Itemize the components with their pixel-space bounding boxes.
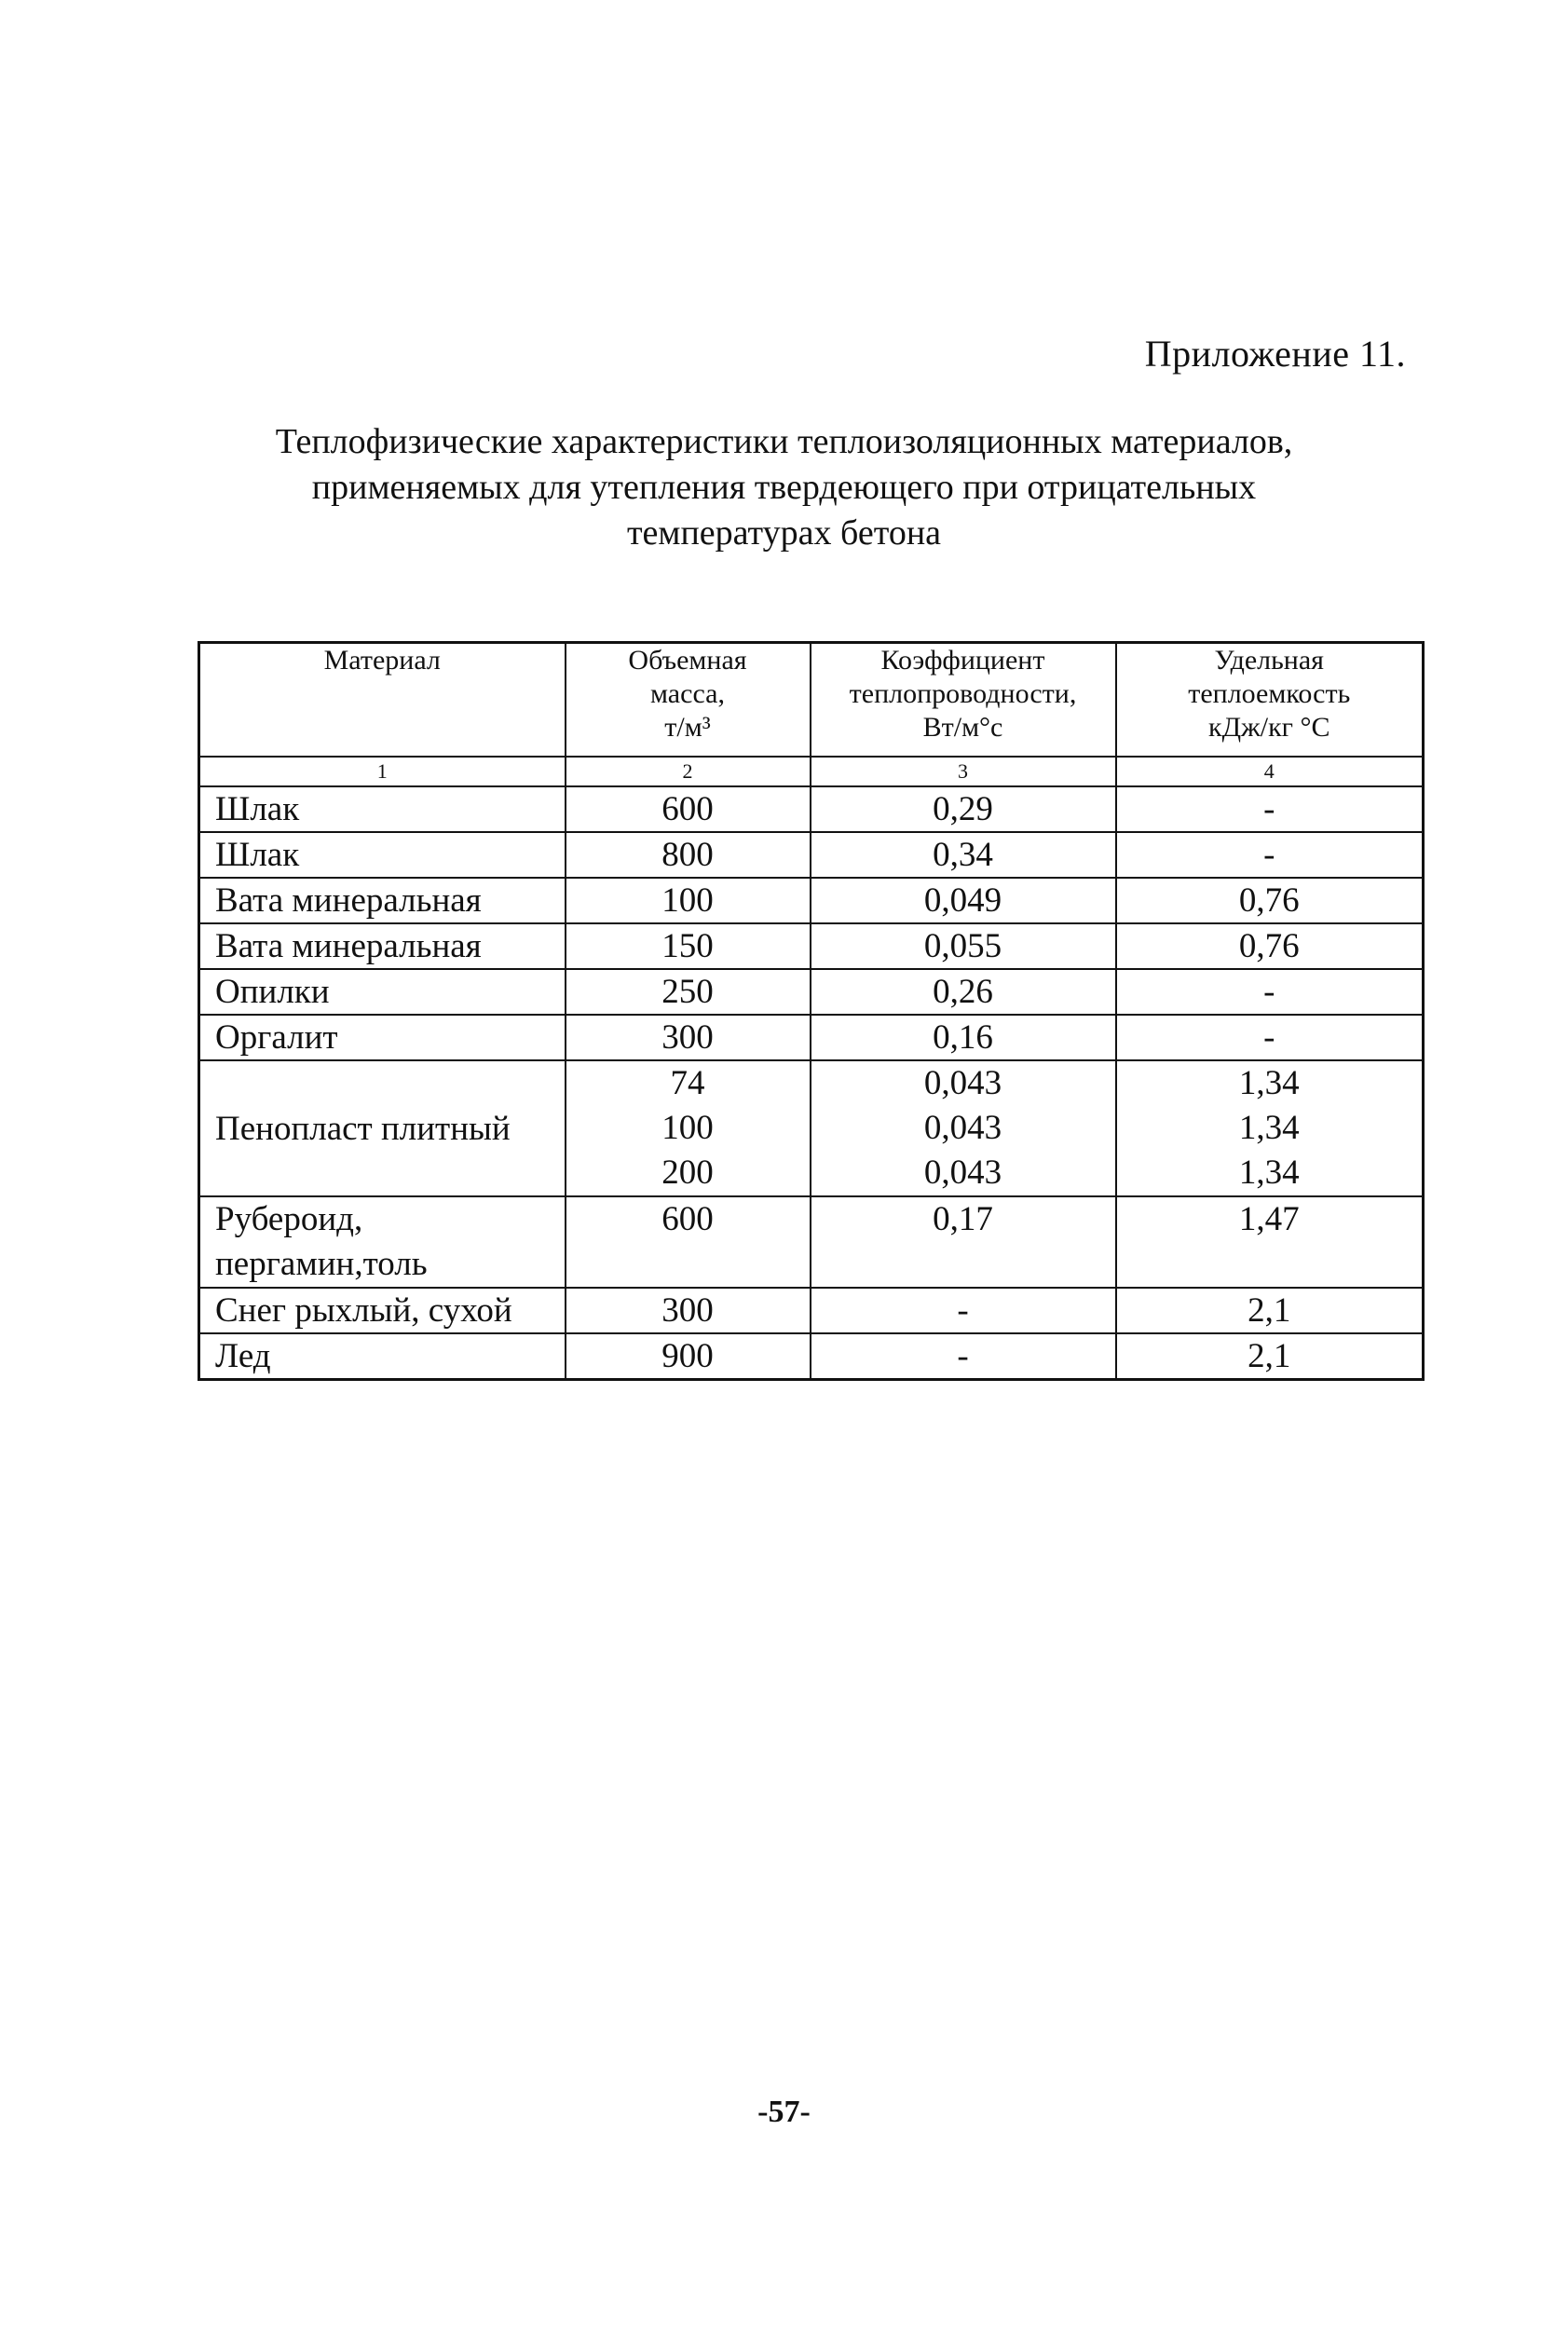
title-line: Теплофизические характеристики теплоизоляционных материалов,: [275, 422, 1293, 461]
cell-material: Лед: [199, 1333, 566, 1380]
title-line: температурах бетона: [626, 513, 942, 553]
table-row: [199, 1333, 1424, 1380]
header-density: Объемная масса, т/м³: [566, 643, 811, 758]
document-title: [0, 419, 1568, 556]
cell-conductivity: 0,043 0,043 0,043: [811, 1060, 1116, 1196]
column-number: 2: [566, 757, 811, 786]
cell-heat-capacity: -: [1116, 786, 1424, 832]
cell-material: Шлак: [199, 786, 566, 832]
cell-density: 600: [566, 1196, 811, 1288]
table-row: [199, 1196, 1424, 1288]
cell-conductivity: -: [811, 1288, 1116, 1333]
table-row: [199, 1060, 1424, 1196]
cell-conductivity: 0,17: [811, 1196, 1116, 1288]
table-row: [199, 878, 1424, 923]
cell-density: 600: [566, 786, 811, 832]
cell-density: 74 100 200: [566, 1060, 811, 1196]
table-row: [199, 832, 1424, 878]
cell-conductivity: 0,16: [811, 1015, 1116, 1060]
cell-material: Снег рыхлый, сухой: [199, 1288, 566, 1333]
cell-conductivity: 0,26: [811, 969, 1116, 1015]
header-heat-capacity: Удельная теплоемкость кДж/кг °С: [1116, 643, 1424, 758]
cell-heat-capacity: -: [1116, 1015, 1424, 1060]
cell-heat-capacity: 0,76: [1116, 923, 1424, 969]
table-row: [199, 1015, 1424, 1060]
cell-density: 900: [566, 1333, 811, 1380]
cell-density: 250: [566, 969, 811, 1015]
cell-conductivity: 0,049: [811, 878, 1116, 923]
cell-material: Рубероид, пергамин,толь: [199, 1196, 566, 1288]
cell-density: 800: [566, 832, 811, 878]
cell-heat-capacity: -: [1116, 832, 1424, 878]
cell-density: 300: [566, 1288, 811, 1333]
cell-heat-capacity: 1,47: [1116, 1196, 1424, 1288]
cell-conductivity: 0,055: [811, 923, 1116, 969]
table-row: [199, 1288, 1424, 1333]
cell-heat-capacity: 2,1: [1116, 1333, 1424, 1380]
title-line: применяемых для утепления твердеющего при отрицательных: [311, 468, 1257, 507]
cell-material: Шлак: [199, 832, 566, 878]
header-conductivity: Коэффициент теплопроводности, Вт/м°с: [811, 643, 1116, 758]
header-material: Материал: [199, 643, 566, 758]
appendix-label: Приложение 11.: [1144, 333, 1406, 375]
cell-material: Оргалит: [199, 1015, 566, 1060]
cell-conductivity: -: [811, 1333, 1116, 1380]
column-number: 4: [1116, 757, 1424, 786]
cell-material: Вата минеральная: [199, 878, 566, 923]
cell-material: Пенопласт плитный: [199, 1060, 566, 1196]
table-row: [199, 786, 1424, 832]
cell-heat-capacity: 1,34 1,34 1,34: [1116, 1060, 1424, 1196]
table-header-row: [199, 643, 1424, 758]
column-number-row: [199, 757, 1424, 786]
cell-conductivity: 0,29: [811, 786, 1116, 832]
cell-heat-capacity: 2,1: [1116, 1288, 1424, 1333]
cell-material: Опилки: [199, 969, 566, 1015]
column-number: 1: [199, 757, 566, 786]
cell-material: Вата минеральная: [199, 923, 566, 969]
materials-table: [198, 641, 1425, 1381]
cell-density: 300: [566, 1015, 811, 1060]
cell-density: 150: [566, 923, 811, 969]
table-row: [199, 969, 1424, 1015]
cell-conductivity: 0,34: [811, 832, 1116, 878]
table-row: [199, 923, 1424, 969]
page-number: -57-: [757, 2095, 811, 2129]
cell-density: 100: [566, 878, 811, 923]
column-number: 3: [811, 757, 1116, 786]
cell-heat-capacity: 0,76: [1116, 878, 1424, 923]
cell-heat-capacity: -: [1116, 969, 1424, 1015]
